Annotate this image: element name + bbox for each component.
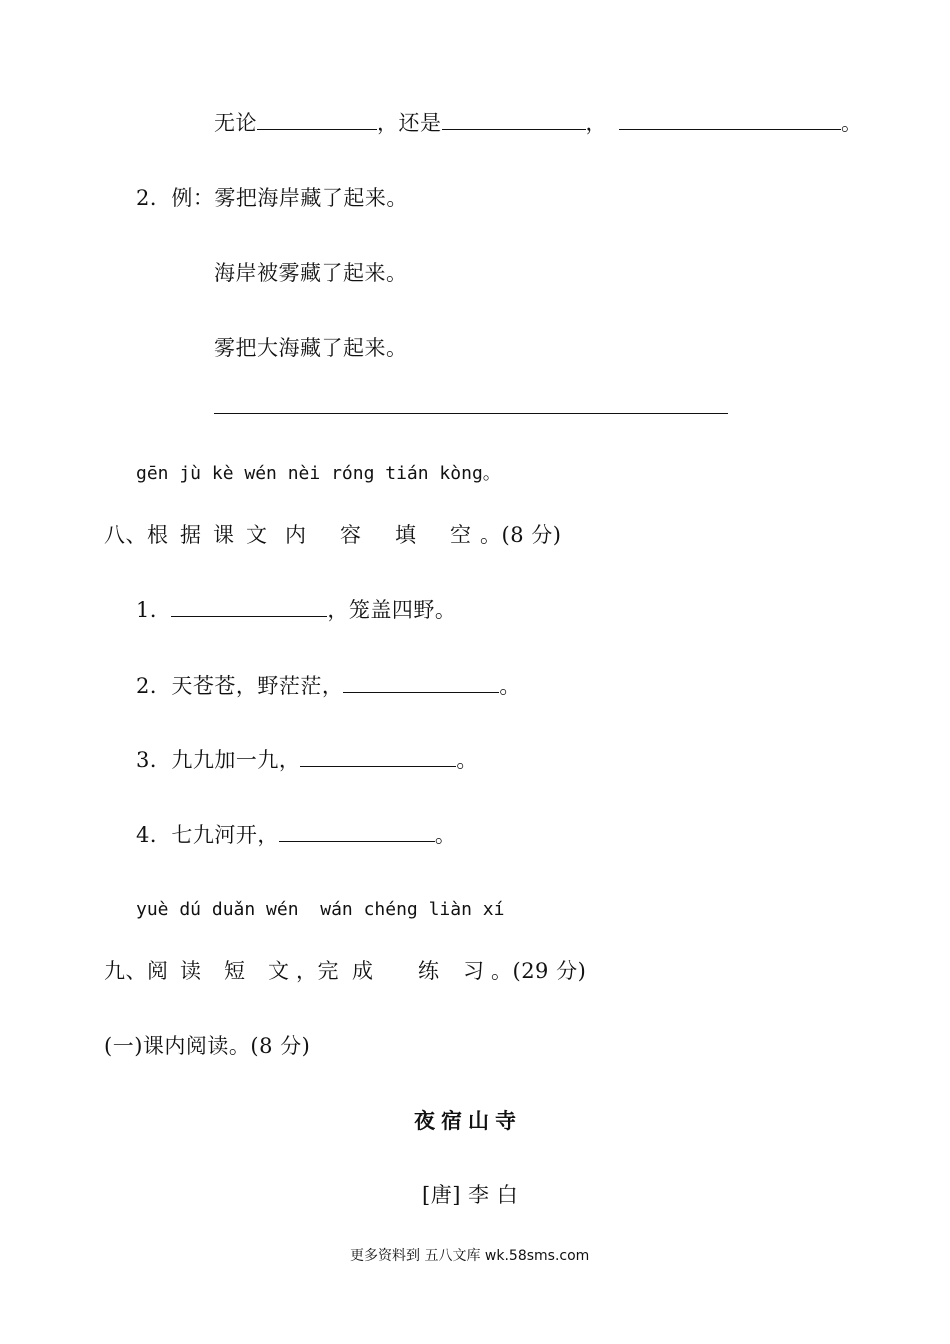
heading-char: 空: [450, 523, 472, 547]
q9-subsection: [104, 1031, 310, 1061]
heading-char: 容: [340, 523, 362, 547]
heading-char: 据: [180, 523, 202, 547]
heading-char: 根: [147, 523, 169, 547]
heading-char: 课: [213, 523, 235, 547]
item-before: 九九加一九，: [171, 748, 301, 772]
heading-char: 文: [246, 523, 268, 547]
item-after: 。: [499, 674, 521, 698]
q8-heading: [104, 520, 561, 550]
answer-blank[interactable]: [619, 109, 841, 130]
item-after: 。: [456, 748, 478, 772]
q8-item-3: [136, 745, 478, 775]
answer-blank[interactable]: [442, 109, 586, 130]
section-number: 九、: [104, 959, 147, 983]
footer-text: 更多资料到 五八文库 wk.58sms.com: [350, 1248, 590, 1264]
heading-char: 短: [224, 959, 246, 983]
q7-line1-text-3: ，: [585, 111, 607, 135]
poem-title: [414, 1106, 522, 1136]
heading-char: 填: [395, 523, 417, 547]
q7-item2-transformed: [214, 258, 408, 288]
item-number: 2．: [136, 674, 172, 698]
answer-blank[interactable]: [171, 596, 327, 617]
pinyin-text: yuè dú duǎn wén wán chéng liàn xí: [136, 899, 505, 920]
poem-title-text: 夜宿山寺: [414, 1108, 522, 1133]
heading-char: 习: [463, 959, 485, 983]
q7-item2-example-line: [136, 183, 408, 213]
q7-item2-answer-line[interactable]: [214, 413, 728, 414]
pinyin-text: gēn jù kè wén nèi róng tián kòng。: [136, 463, 501, 484]
subsection-label: (一)课内阅读。(8 分): [104, 1034, 311, 1058]
prompt-sentence: 雾把大海藏了起来。: [214, 336, 408, 360]
heading-char: 阅: [147, 959, 169, 983]
answer-blank[interactable]: [257, 109, 377, 130]
item-number: 3．: [136, 748, 172, 772]
poem-author-text: [唐] 李 白: [422, 1183, 519, 1207]
example-sentence: 雾把海岸藏了起来。: [214, 186, 408, 210]
section-score: 。(29 分): [491, 959, 587, 983]
q8-item-4: [136, 820, 456, 850]
q8-item-2: [136, 671, 521, 701]
q8-pinyin: [136, 459, 501, 489]
answer-blank[interactable]: [279, 821, 435, 842]
item-before: 七九河开，: [171, 823, 279, 847]
q9-heading: [104, 956, 586, 986]
item-number: 2．: [136, 186, 172, 210]
section-number: 八、: [104, 523, 147, 547]
q7-item2-prompt: [214, 333, 408, 363]
item-number: 4．: [136, 823, 172, 847]
q7-line1-text-1: 无论: [214, 111, 257, 135]
heading-char: 读: [180, 959, 202, 983]
answer-blank[interactable]: [343, 672, 499, 693]
heading-char: 练: [418, 959, 440, 983]
item-before: 天苍苍，野茫茫，: [171, 674, 344, 698]
q7-line1-text-4: 。: [841, 111, 863, 135]
item-after: ，笼盖四野。: [327, 598, 457, 622]
heading-char: 成: [352, 959, 374, 983]
example-label: 例：: [171, 186, 215, 210]
q7-line1: [214, 108, 863, 138]
item-after: 。: [434, 823, 457, 847]
heading-char: 文: [268, 959, 290, 983]
q9-pinyin: [136, 895, 504, 925]
answer-blank[interactable]: [300, 746, 456, 767]
section-score: 。(8 分): [480, 523, 562, 547]
item-number: 1．: [136, 598, 172, 622]
transformed-sentence: 海岸被雾藏了起来。: [214, 261, 408, 285]
poem-author: [422, 1180, 518, 1210]
footer-watermark: [350, 1245, 589, 1265]
q7-line1-text-2: ，还是: [377, 111, 442, 135]
q8-item-1: [136, 595, 456, 625]
heading-char: 内: [285, 523, 307, 547]
heading-char: ，完: [296, 959, 339, 983]
